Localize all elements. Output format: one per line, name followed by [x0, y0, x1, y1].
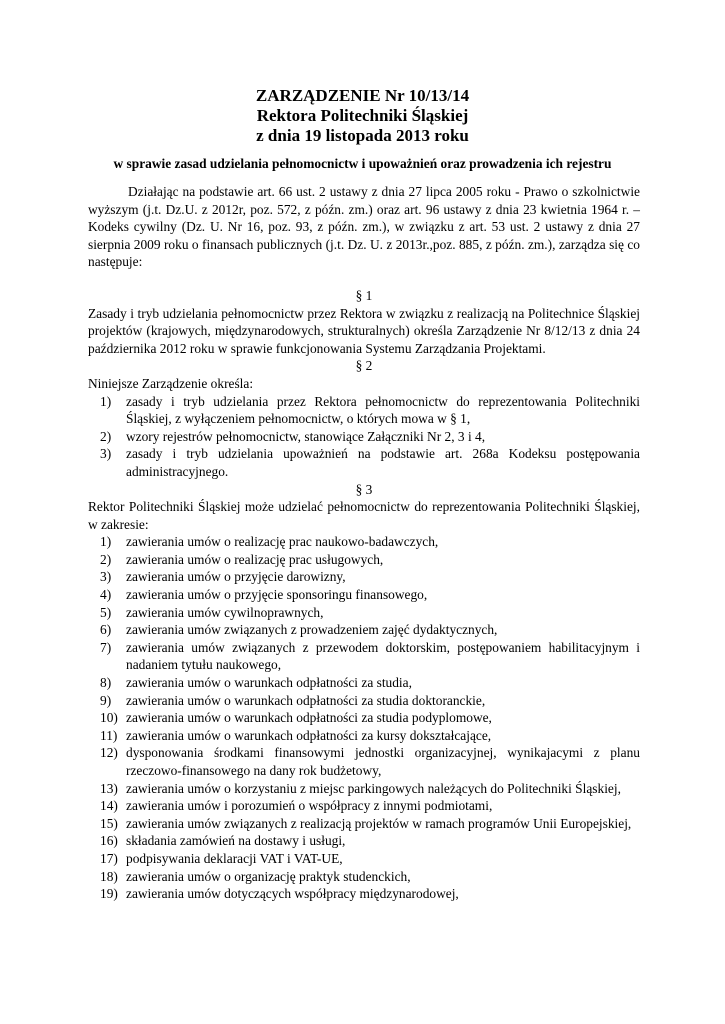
- list-number: 7): [100, 639, 112, 655]
- list-item: [88, 727, 640, 745]
- list-item: [88, 797, 640, 815]
- list-item: [88, 780, 640, 798]
- list-text: zawierania umów o przyjęcie darowizny,: [126, 569, 346, 585]
- section-1-title: § 1: [355, 287, 373, 303]
- list-item: [88, 393, 640, 428]
- section-3-title: § 3: [355, 481, 373, 497]
- list-number: 1): [100, 393, 112, 409]
- list-text: zawierania umów o warunkach odpłatności za studia doktoranckie,: [126, 692, 486, 708]
- list-number: 4): [100, 587, 112, 603]
- list-text: wzory rejestrów pełnomocnictw, stanowiące Załączniki Nr 2, 3 i 4,: [126, 428, 486, 444]
- list-text: składania zamówień na dostawy i usługi,: [126, 833, 346, 849]
- list-text: zawierania umów o realizację prac naukowo-badawczych,: [126, 534, 439, 550]
- list-text: zawierania umów cywilnoprawnych,: [126, 604, 324, 620]
- issuer-line: Rektora Politechniki Śląskiej: [256, 106, 469, 125]
- list-number: 8): [100, 675, 112, 691]
- list-text: zawierania umów i porozumień o współpracy z innymi podmiotami,: [126, 798, 493, 814]
- list-text: zawierania umów o realizację prac usługowych,: [126, 551, 384, 567]
- list-item: [88, 709, 640, 727]
- list-number: 10): [100, 710, 118, 726]
- list-number: 9): [100, 692, 112, 708]
- list-item: [88, 533, 640, 551]
- list-item: [88, 744, 640, 779]
- list-number: 6): [100, 622, 112, 638]
- list-number: 2): [100, 428, 112, 444]
- list-text: zawierania umów o warunkach odpłatności za studia,: [126, 675, 412, 691]
- list-item: [88, 639, 640, 674]
- document-body: [88, 183, 640, 903]
- date-line: z dnia 19 listopada 2013 roku: [256, 126, 469, 145]
- section-3-lead: Rektor Politechniki Śląskiej może udzielać pełnomocnictw do reprezentowania Politechniki Śląskiej, w zakresie:: [88, 499, 640, 532]
- list-number: 11): [100, 727, 118, 743]
- list-item: [88, 674, 640, 692]
- section-1-text: Zasady i tryb udzielania pełnomocnictw przez Rektora w związku z realizacją na Politechnice Śląskiej projektów (krajowych, międzynarodowych, strukturalnych) określa Zarządzenie Nr 8/12/13 z dnia 24 października 2012 roku w sprawie funkcjonowania Systemu Zarządzania Projektami.: [88, 305, 640, 356]
- title-line: ZARZĄDZENIE Nr 10/13/14: [255, 86, 470, 105]
- list-item: [88, 568, 640, 586]
- section-2-title: § 2: [355, 358, 373, 374]
- list-number: 13): [100, 780, 118, 796]
- list-number: 3): [100, 446, 112, 462]
- list-item: [88, 445, 640, 480]
- list-number: 3): [100, 569, 112, 585]
- list-text: podpisywania deklaracji VAT i VAT-UE,: [126, 850, 343, 866]
- list-item: [88, 815, 640, 833]
- list-number: 16): [100, 833, 118, 849]
- list-text: zawierania umów związanych z prowadzeniem zajęć dydaktycznych,: [126, 622, 498, 638]
- section-2-lead: Niniejsze Zarządzenie określa:: [88, 375, 254, 391]
- list-item: [88, 428, 640, 446]
- list-number: 19): [100, 886, 118, 902]
- list-item: [88, 604, 640, 622]
- list-text: dysponowania środkami finansowymi jednostki organizacyjnej, wynikajacymi z planu rzeczowo-finansowego na dany rok budżetowy,: [126, 745, 640, 778]
- list-item: [88, 551, 640, 569]
- document-header: [0, 86, 725, 146]
- intro-paragraph: Działając na podstawie art. 66 ust. 2 ustawy z dnia 27 lipca 2005 roku - Prawo o szkolnictwie wyższym (j.t. Dz.U. z 2012r, poz. 572, z późn. zm.) oraz art. 96 ustawy z dnia 23 kwietnia 1964 r. – Kodeks cywilny (Dz. U. Nr 16, poz. 93, z późn. zm.), w związku z art. 53 ust. 2 ustawy z dnia 27 sierpnia 2009 roku o finansach publicznych (j.t. Dz. U. z 2013r.,poz. 885, z późn. zm.), zarządza się co następuje:: [88, 184, 640, 270]
- document-subject: w sprawie zasad udzielania pełnomocnictw i upoważnień oraz prowadzenia ich rejestru: [113, 156, 612, 171]
- list-item: [88, 868, 640, 886]
- list-text: zawierania umów o przyjęcie sponsoringu finansowego,: [126, 587, 428, 603]
- list-text: zawierania umów o organizację praktyk studenckich,: [126, 868, 411, 884]
- list-item: [88, 692, 640, 710]
- list-text: zawierania umów o warunkach odpłatności za kursy dokształcające,: [126, 727, 492, 743]
- list-number: 1): [100, 534, 112, 550]
- list-item: [88, 885, 640, 903]
- section-3-list: [88, 533, 640, 902]
- list-text: zawierania umów o warunkach odpłatności za studia podyplomowe,: [126, 710, 492, 726]
- list-item: [88, 850, 640, 868]
- list-number: 15): [100, 815, 118, 831]
- list-text: zawierania umów o korzystaniu z miejsc parkingowych należących do Politechniki Śląskiej,: [126, 780, 621, 796]
- list-item: [88, 586, 640, 604]
- list-number: 12): [100, 745, 118, 761]
- list-number: 5): [100, 604, 112, 620]
- list-text: zawierania umów związanych z przewodem doktorskim, postępowaniem habilitacyjnym i nadaniem tytułu naukowego,: [126, 639, 640, 673]
- list-text: zasady i tryb udzielania przez Rektora pełnomocnictw do reprezentowania Politechniki Śląskiej, z wyłączeniem pełnomocnictw, o których mowa w § 1,: [126, 393, 640, 427]
- list-text: zawierania umów dotyczących współpracy międzynarodowej,: [126, 886, 459, 902]
- list-item: [88, 621, 640, 639]
- list-text: zasady i tryb udzielania upoważnień na podstawie art. 268a Kodeksu postępowania administracyjnego.: [126, 446, 640, 479]
- list-number: 2): [100, 551, 112, 567]
- list-number: 17): [100, 850, 118, 866]
- list-number: 18): [100, 868, 118, 884]
- list-number: 14): [100, 798, 118, 814]
- section-2-list: [88, 393, 640, 481]
- list-item: [88, 832, 640, 850]
- list-text: zawierania umów związanych z realizacją projektów w ramach programów Unii Europejskiej,: [126, 815, 632, 831]
